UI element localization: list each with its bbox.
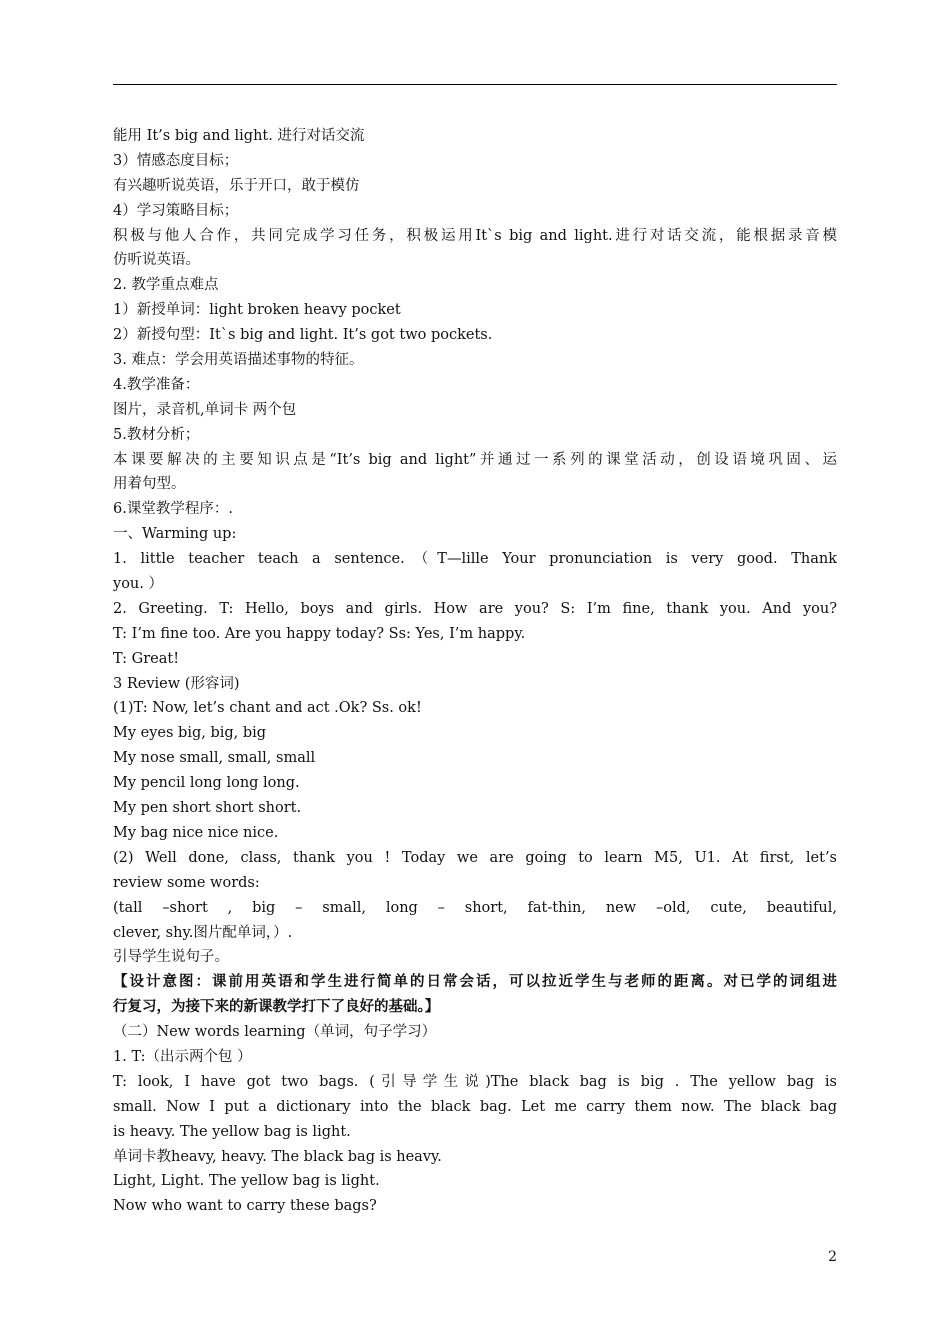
text-line: My pen short short short.	[113, 800, 302, 817]
text-line: is heavy. The yellow bag is light.	[113, 1123, 351, 1140]
text-line: （二）New words learning（单词，句子学习）	[113, 1024, 437, 1041]
text-line: Light, Light. The yellow bag is light.	[113, 1173, 380, 1190]
text-line: 4）学习策略目标；	[113, 202, 239, 219]
text-line: T: look, I have got two bags. (引导学生说)The black bag is big . The yellow bag is	[113, 1073, 837, 1090]
text-line: 1）新授单词：light broken heavy pocket	[113, 302, 401, 319]
text-line: 6.课堂教学程序：.	[113, 501, 233, 518]
text-line: 积极与他人合作，共同完成学习任务，积极运用It`s big and light.进行对话交流，能根据录音模	[113, 227, 837, 244]
text-line: My bag nice nice nice.	[113, 824, 279, 841]
text-line: 4.教学准备：	[113, 376, 200, 393]
text-line: 3）情感态度目标；	[113, 152, 239, 169]
text-line: clever, shy.图片配单词，）.	[113, 924, 293, 941]
text-line: 有兴趣听说英语，乐于开口，敢于模仿	[113, 177, 360, 194]
text-line: 【设计意图：课前用英语和学生进行简单的日常会话，可以拉近学生与老师的距离。对已学的词组进	[113, 973, 837, 991]
text-line: 行复习，为接下来的新课教学打下了良好的基础。】	[113, 998, 440, 1016]
text-line: 一、Warming up:	[113, 526, 237, 543]
document-body	[113, 124, 837, 1219]
text-line: 单词卡教heavy, heavy. The black bag is heavy.	[113, 1148, 442, 1165]
text-line: 引导学生说句子。	[113, 949, 229, 966]
text-line: (2) Well done, class, thank you ! Today we are going to learn M5, U1. At first, let’s	[113, 849, 837, 866]
text-line: 5.教材分析；	[113, 426, 200, 443]
text-line: 3 Review (形容词)	[113, 675, 240, 692]
text-line: My eyes big, big, big	[113, 725, 267, 742]
text-line: (1)T: Now, let’s chant and act .Ok? Ss. ok!	[113, 700, 422, 717]
text-line: T: I’m fine too. Are you happy today? Ss: Yes, I’m happy.	[113, 625, 526, 642]
text-line: Now who want to carry these bags?	[113, 1198, 377, 1215]
text-line: 1. T:（出示两个包 ）	[113, 1048, 252, 1065]
text-line: 2）新授句型：It`s big and light. It’s got two pockets.	[113, 327, 493, 344]
page-number: 2	[828, 1249, 837, 1265]
text-line: T: Great!	[113, 650, 180, 667]
text-line: 1. little teacher teach a sentence.（T—lille Your pronunciation is very good. Thank	[113, 551, 837, 568]
text-line: 能用 It’s big and light. 进行对话交流	[113, 128, 365, 144]
text-line: 2. Greeting. T: Hello, boys and girls. How are you? S: I’m fine, thank you. And you?	[113, 600, 837, 617]
text-line: 本课要解决的主要知识点是“It’s big and light”并通过一系列的课堂活动，创设语境巩固、运	[113, 451, 837, 468]
text-line: 2. 教学重点难点	[113, 277, 219, 294]
text-line: 3. 难点：学会用英语描述事物的特征。	[113, 352, 364, 369]
text-line: 用着句型。	[113, 476, 186, 493]
text-line: 仿听说英语。	[113, 252, 200, 269]
text-line: small. Now I put a dictionary into the black bag. Let me carry them now. The black bag	[113, 1098, 837, 1115]
text-line: 图片，录音机,单词卡 两个包	[113, 401, 297, 418]
text-line: review some words:	[113, 874, 260, 891]
text-line: you. ）	[113, 576, 163, 593]
text-line: My pencil long long long.	[113, 775, 300, 792]
text-line: (tall –short , big – small, long – short, fat-thin, new –old, cute, beautiful,	[113, 899, 837, 916]
header-rule	[113, 84, 837, 85]
text-line: My nose small, small, small	[113, 750, 316, 767]
